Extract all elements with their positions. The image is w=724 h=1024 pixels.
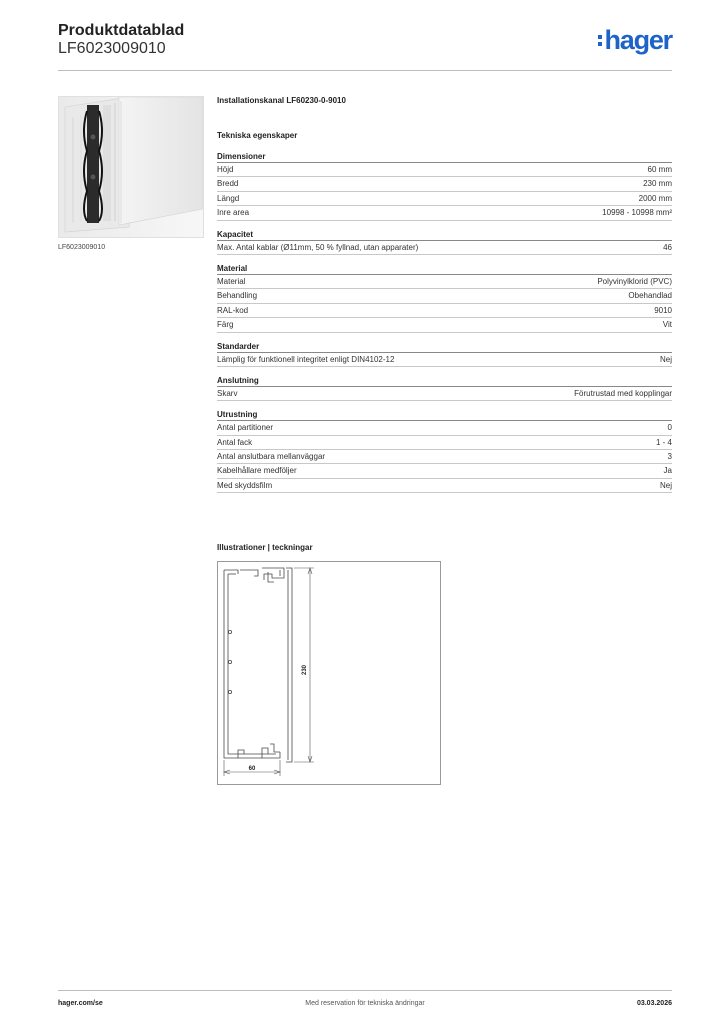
spec-row xyxy=(217,353,672,367)
spec-value: 0 xyxy=(667,423,672,433)
width-dimension-label: 60 xyxy=(248,766,256,772)
spec-label: Färg xyxy=(217,320,234,330)
spec-row xyxy=(217,177,672,191)
technical-drawing xyxy=(217,561,441,785)
page-footer xyxy=(58,990,672,1015)
specifications xyxy=(217,96,672,502)
spec-label: Behandling xyxy=(217,291,258,301)
spec-label: Lämplig för funktionell integritet enligt DIN4102-12 xyxy=(217,354,395,364)
group-title: Anslutning xyxy=(217,376,672,387)
footer-disclaimer: Med reservation för tekniska ändringar xyxy=(305,1000,425,1007)
cable-trunking-photo-icon xyxy=(59,97,203,237)
spec-value: Obehandlad xyxy=(628,291,672,301)
spec-value: 9010 xyxy=(654,305,672,315)
spec-group-anslutning xyxy=(217,376,672,401)
spec-row xyxy=(217,479,672,493)
spec-row xyxy=(217,289,672,303)
group-title: Utrustning xyxy=(217,410,672,421)
spec-group-utrustning xyxy=(217,410,672,493)
spec-value: 230 mm xyxy=(643,179,672,189)
spec-label: RAL-kod xyxy=(217,305,249,315)
spec-value: Nej xyxy=(659,354,672,364)
footer-date: 03.03.2026 xyxy=(636,1000,672,1007)
illustrations-title: Illustrationer | teckningar xyxy=(217,543,313,552)
spec-value: 1 - 4 xyxy=(655,437,672,447)
spec-value: 3 xyxy=(667,452,672,462)
spec-value: Vit xyxy=(662,320,672,330)
spec-label: Bredd xyxy=(217,179,239,189)
spec-label: Antal fack xyxy=(217,437,253,447)
spec-value: 10998 - 10998 mm² xyxy=(602,208,672,218)
spec-value: Nej xyxy=(659,480,672,490)
spec-row xyxy=(217,318,672,332)
logo-text: hager xyxy=(604,24,672,55)
spec-row xyxy=(217,206,672,220)
photo-caption: LF6023009010 xyxy=(58,244,106,251)
document-title: Produktdatablad xyxy=(58,22,185,39)
group-title: Dimensioner xyxy=(217,152,672,163)
section-title: Tekniska egenskaper xyxy=(217,131,298,140)
spec-row xyxy=(217,163,672,177)
spec-row xyxy=(217,464,672,478)
spec-group-material xyxy=(217,264,672,333)
spec-label: Material xyxy=(217,276,246,286)
height-dimension-label: 230 xyxy=(302,664,308,676)
spec-value: 60 mm xyxy=(647,165,672,174)
spec-row xyxy=(217,450,672,464)
spec-value: 2000 mm xyxy=(638,193,672,203)
spec-row xyxy=(217,192,672,206)
hager-logo xyxy=(598,25,672,55)
spec-group-standarder xyxy=(217,342,672,367)
spec-value: Ja xyxy=(663,466,672,476)
logo-dots-icon xyxy=(598,33,602,47)
spec-label: Höjd xyxy=(217,165,234,174)
spec-row xyxy=(217,275,672,289)
group-title: Kapacitet xyxy=(217,230,672,241)
group-title: Material xyxy=(217,264,672,275)
spec-row xyxy=(217,387,672,401)
spec-row xyxy=(217,241,672,255)
spec-label: Skarv xyxy=(217,388,238,398)
spec-value: Förutrustad med kopplingar xyxy=(574,388,672,398)
spec-label: Antal partitioner xyxy=(217,423,274,433)
spec-label: Antal anslutbara mellanväggar xyxy=(217,452,326,462)
spec-group-dimensioner xyxy=(217,152,672,221)
spec-label: Inre area xyxy=(217,208,250,218)
group-title: Standarder xyxy=(217,342,672,353)
spec-value: 46 xyxy=(663,242,672,252)
spec-label: Längd xyxy=(217,193,240,203)
spec-label: Med skyddsfilm xyxy=(217,480,273,490)
spec-row xyxy=(217,421,672,435)
spec-value: Polyvinylklorid (PVC) xyxy=(597,276,672,286)
spec-row xyxy=(217,304,672,318)
product-number: LF6023009010 xyxy=(58,40,166,57)
product-name: Installationskanal LF60230-0-9010 xyxy=(217,96,346,105)
spec-row xyxy=(217,436,672,450)
profile-drawing-icon xyxy=(218,562,440,784)
page-header xyxy=(58,20,672,71)
spec-group-kapacitet xyxy=(217,230,672,255)
spec-label: Max. Antal kablar (Ø11mm, 50 % fyllnad, utan apparater) xyxy=(217,242,419,252)
footer-website: hager.com/se xyxy=(58,1000,103,1007)
product-photo xyxy=(58,96,204,238)
spec-label: Kabelhållare medföljer xyxy=(217,466,297,476)
